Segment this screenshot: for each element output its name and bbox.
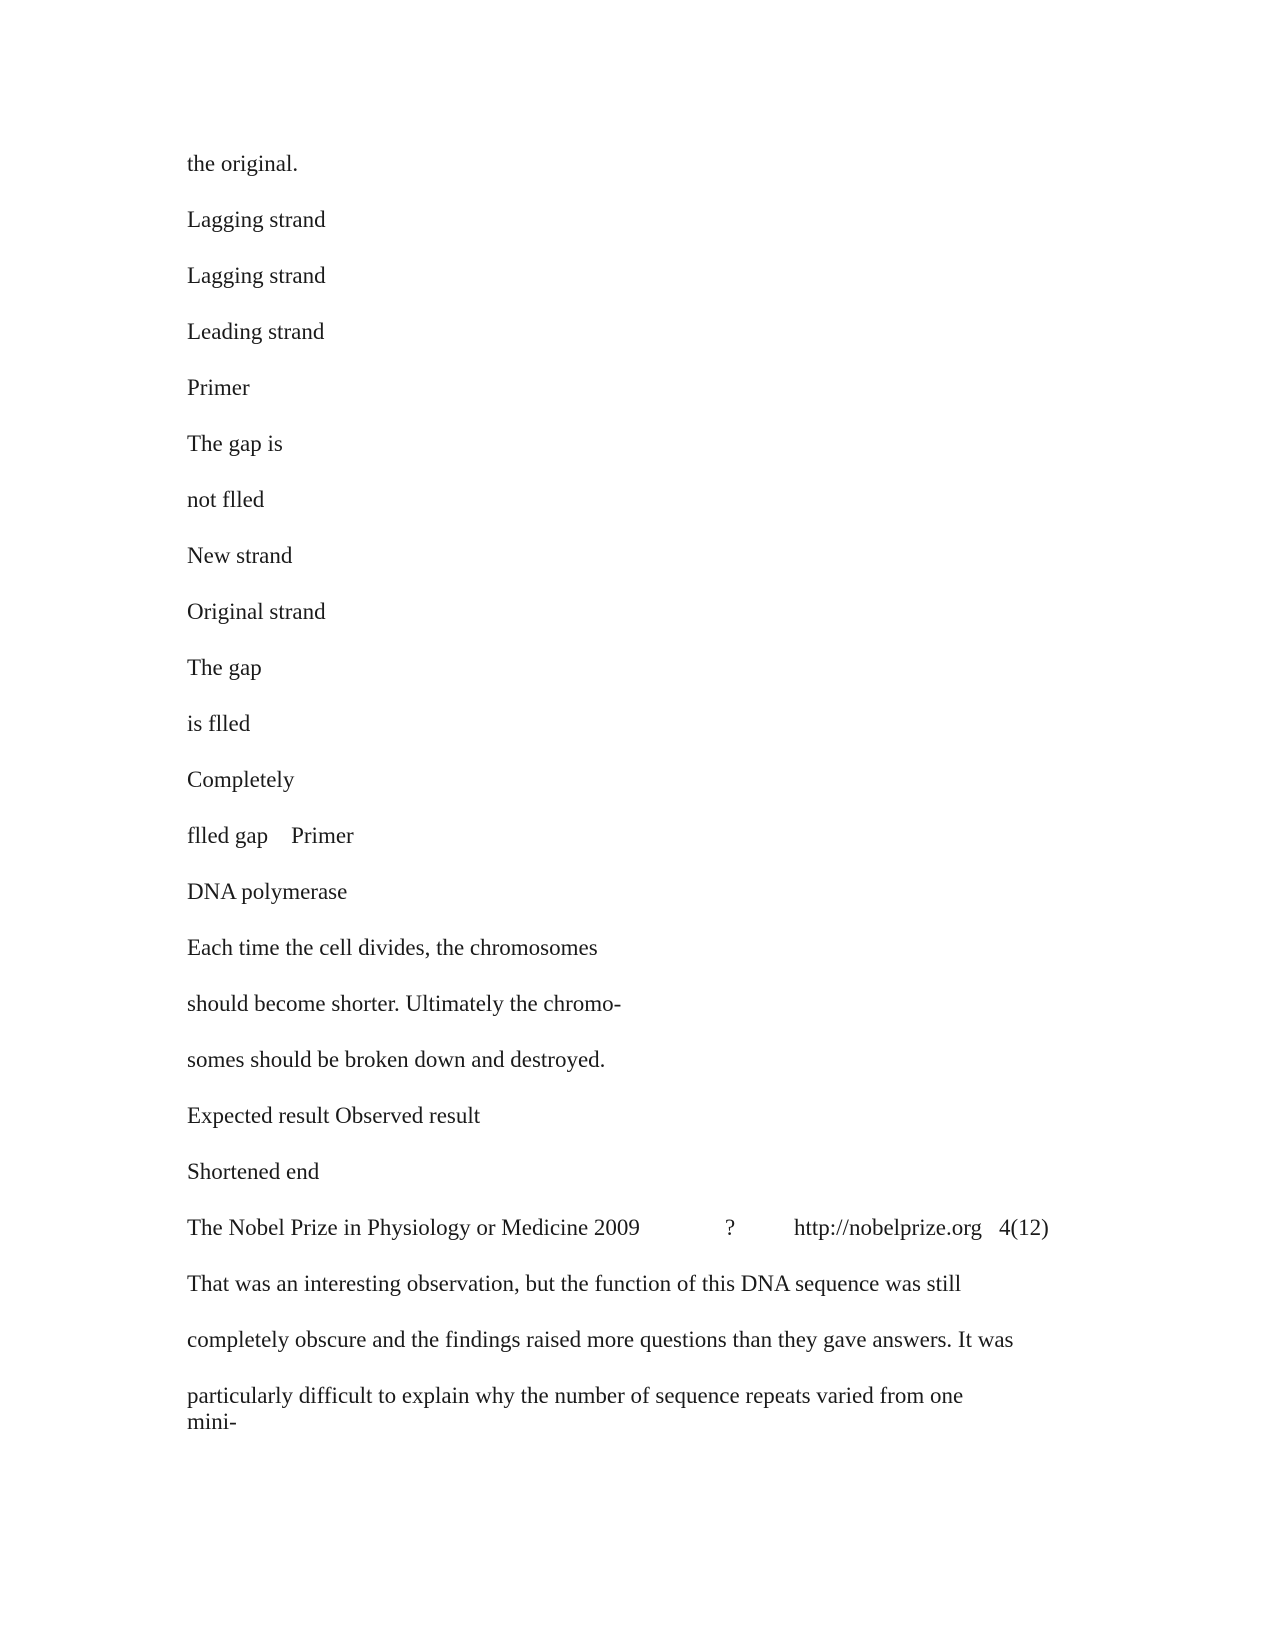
label-primer: Primer xyxy=(187,375,250,400)
body-text-line: particularly difficult to explain why the number of sequence repeats varied from one xyxy=(187,1383,964,1408)
label-lagging-strand: Lagging strand xyxy=(187,207,326,232)
caption-line: Each time the cell divides, the chromosomes xyxy=(187,935,598,960)
caption-line: somes should be broken down and destroyed. xyxy=(187,1047,606,1072)
page-footer xyxy=(187,1214,1087,1242)
label-original-strand: Original strand xyxy=(187,599,326,624)
label-gap-filled: is flled xyxy=(187,711,251,736)
label-expected-observed: Expected result Observed result xyxy=(187,1103,481,1128)
footer-title: The Nobel Prize in Physiology or Medicine 2009 xyxy=(187,1215,640,1240)
footer-page-number: 4(12) xyxy=(999,1215,1049,1240)
label-leading-strand: Leading strand xyxy=(187,319,325,344)
body-text-line: mini- xyxy=(187,1409,237,1434)
label-completely-filled-primer: flled gap Primer xyxy=(187,823,354,848)
label-gap-not-filled: The gap is xyxy=(187,431,283,456)
label-gap-not-filled: not flled xyxy=(187,487,265,512)
label-dna-polymerase: DNA polymerase xyxy=(187,879,348,904)
label-gap-filled: The gap xyxy=(187,655,262,680)
label-lagging-strand: Lagging strand xyxy=(187,263,326,288)
label-completely-filled: Completely xyxy=(187,767,295,792)
caption-line: should become shorter. Ultimately the chromo- xyxy=(187,991,622,1016)
footer-url: http://nobelprize.org xyxy=(794,1215,983,1240)
footer-question-mark: ? xyxy=(725,1215,736,1240)
text-line: the original. xyxy=(187,151,299,176)
label-new-strand: New strand xyxy=(187,543,293,568)
body-text-line: That was an interesting observation, but the function of this DNA sequence was still xyxy=(187,1271,962,1296)
label-shortened-end: Shortened end xyxy=(187,1159,320,1184)
body-text-line: completely obscure and the findings raised more questions than they gave answers. It was xyxy=(187,1327,1014,1352)
